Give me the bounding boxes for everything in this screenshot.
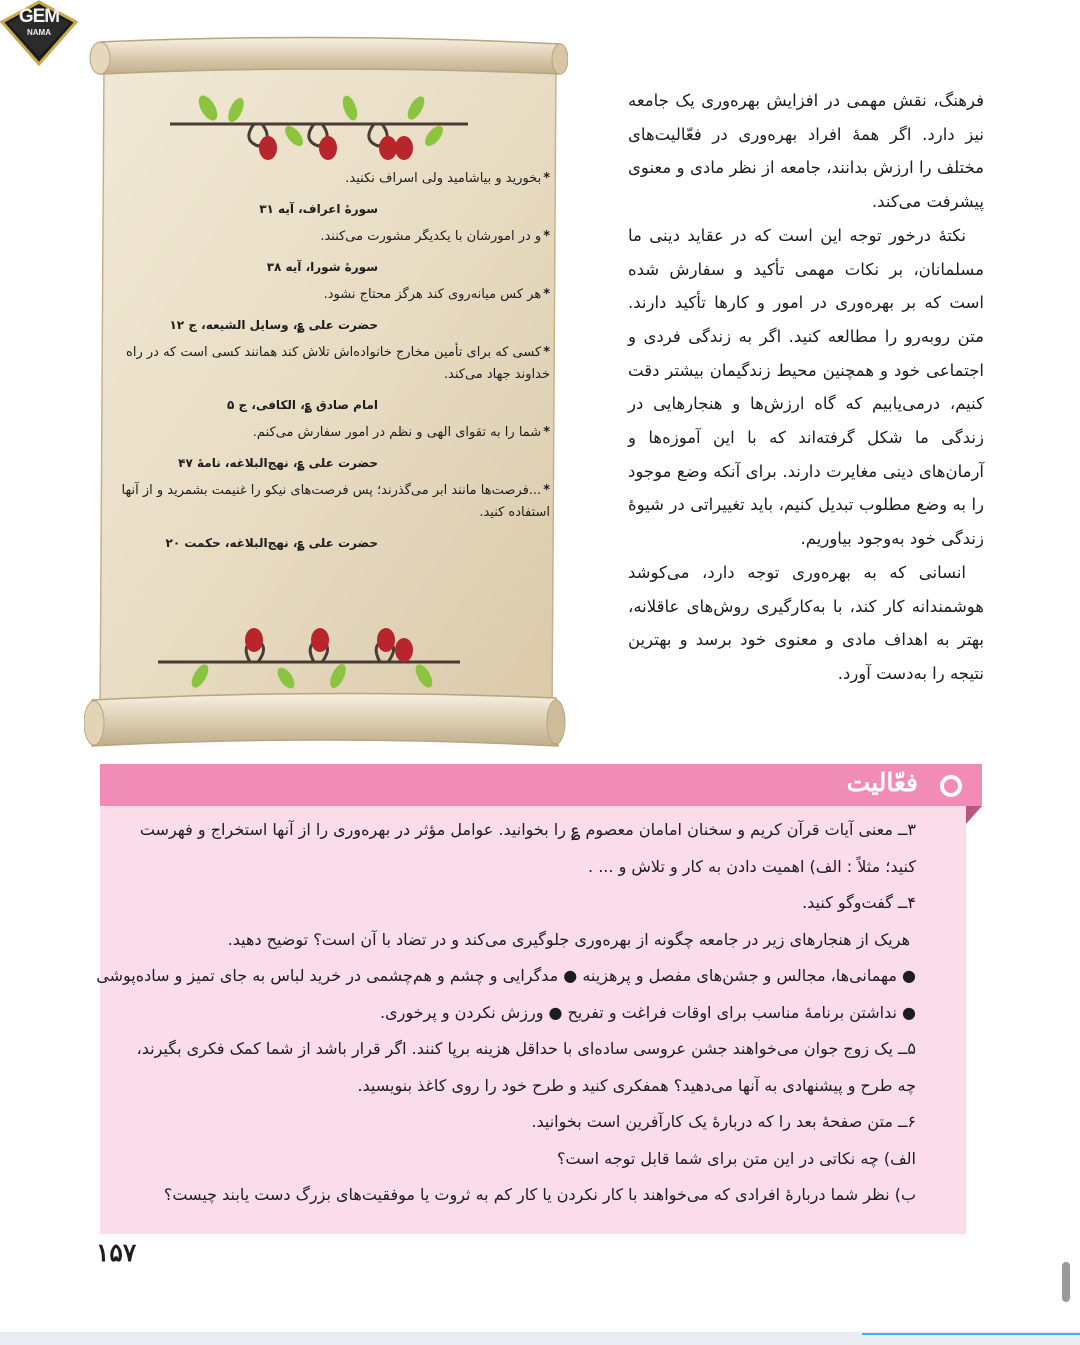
quote-5-source: حضرت علی ؏، نهج‌البلاغه، نامهٔ ۴۷ xyxy=(178,456,378,470)
activity-line: چه طرح و پیشنهادی به آنها می‌دهید؟ همفکری کنید و طرح خود را روی کاغذ بنویسید. xyxy=(357,1075,916,1095)
quote-6-source: حضرت علی ؏، نهج‌البلاغه، حکمت ۲۰ xyxy=(165,536,378,550)
activity-header-fold xyxy=(966,806,982,824)
vine-ornament-bottom xyxy=(154,624,466,694)
activity-header xyxy=(100,764,982,806)
quote-4-source: امام صادق ؏، الکافی، ج ۵ xyxy=(227,398,378,412)
activity-line: ۶ــ متن صفحهٔ بعد را که دربارهٔ یک کارآفرین است بخوانید. xyxy=(531,1112,916,1131)
quote-6: *...فرصت‌ها مانند ابر می‌گذرند؛ پس فرصت‌های نیکو را غنیمت بشمرید و از آنها استفاده کنید. xyxy=(121,483,550,520)
quote-2: *و در امورشان با یکدیگر مشورت می‌کنند. xyxy=(320,229,550,244)
scrollbar-thumb[interactable] xyxy=(1062,1262,1070,1302)
activity-line: کنید؛ مثلاً : الف) اهمیت دادن به کار و تلاش و ... . xyxy=(588,856,916,876)
activity-title: فعّالیت xyxy=(846,768,918,797)
main-paragraph-3: انسانی که به بهره‌وری توجه دارد، می‌کوشد هوشمندانه کار کند، با به‌کارگیری روش‌های عاقلانه، بهتر به اهداف مادی و معنوی خود برسد و بهترین نتیجه را به‌دست آورد. xyxy=(628,562,984,683)
quote-2-source: سورهٔ شورا، آیه ۳۸ xyxy=(266,260,378,274)
gemnama-logo xyxy=(0,0,78,66)
main-paragraph-1: فرهنگ، نقش مهمی در افزایش بهره‌وری یک جامعه نیز دارد. اگر همهٔ افراد بهره‌وری در فعّالیت‌های مختلف را ارزش بدانند، جامعه از نظر مادی و معنوی پیشرفت می‌کند. xyxy=(628,91,984,212)
main-paragraph-2: نکتهٔ درخور توجه این است که در عقاید دینی ما مسلمانان، بر نکات مهمی تأکید و سفارش شده است که بر بهره‌وری در امور و کارها تأکید دارند. متن روبه‌رو را مطالعه کنید. اگر به زندگی فردی و اجتماعی خود و همچنین محیط زندگیمان بیشتر دقت کنیم، درمی‌یابیم که گاه ارزش‌ها و هنجارهایی در زندگی ما شکل گرفته‌اند که با این آموزه‌ها و آرمان‌های دینی مغایرت دارند. برای آنکه وضع موجود را به وضع مطلوب تبدیل کنیم، باید تغییراتی در شیوهٔ زندگی خود به‌وجود بیاوریم. xyxy=(628,225,984,549)
activity-circle-icon xyxy=(940,775,962,797)
main-text-column xyxy=(628,84,984,691)
activity-line: الف) چه نکاتی در این متن برای شما قابل توجه است؟ xyxy=(556,1148,916,1168)
activity-line: ۴ــ گفت‌وگو کنید. xyxy=(802,893,916,912)
page-number: ۱۵۷ xyxy=(96,1238,137,1267)
activity-line: ۵ــ یک زوج جوان می‌خواهند جشن عروسی ساده‌ای با حداقل هزینه برپا کنند. اگر قرار باشد از شما کمک فکری بگیرند، xyxy=(136,1039,916,1058)
quote-3: *هر کس میانه‌روی کند هرگز محتاج نشود. xyxy=(323,287,550,302)
quote-3-source: حضرت علی ؏، وسایل الشیعه، ج ۱۲ xyxy=(169,318,378,332)
activity-line: هریک از هنجارهای زیر در جامعه چگونه از بهره‌وری جلوگیری می‌کند و در تضاد با آن است؟ توضیح دهید. xyxy=(227,929,910,949)
scroll-quotes xyxy=(118,168,550,560)
quote-1-source: سورهٔ اعراف، آیه ۳۱ xyxy=(259,202,378,216)
vine-ornament-top xyxy=(164,92,474,166)
quote-5: *شما را به تقوای الهی و نظم در امور سفارش می‌کنم. xyxy=(252,425,550,440)
bottom-bar-accent xyxy=(862,1333,1080,1335)
quote-4: *کسی که برای تأمین مخارج خانواده‌اش تلاش کند همانند کسی است که در راه خداوند جهاد می‌کند. xyxy=(126,345,550,382)
activity-line: ● مهمانی‌ها، مجالس و جشن‌های مفصل و پرهزینه ● مدگرایی و چشم و هم‌چشمی در خرید لباس به جای تمیز و ساده‌پوشی xyxy=(96,966,916,985)
logo-subtext: NAMA xyxy=(27,28,51,37)
activity-line: ● نداشتن برنامهٔ مناسب برای اوقات فراغت و تفریح ● ورزش نکردن و پرخوری. xyxy=(380,1002,916,1022)
activity-text xyxy=(96,812,916,1214)
activity-line: ۳ــ معنی آیات قرآن کریم و سخنان امامان معصوم ؏ را بخوانید. عوامل مؤثر در بهره‌وری را از آنها استخراج و فهرست xyxy=(139,820,916,839)
logo-text: GEM xyxy=(18,6,60,27)
activity-line: ب) نظر شما دربارهٔ افرادی که می‌خواهند با کار نکردن یا کار کم به ثروت یا موفقیت‌های بزرگ دست یابند چیست؟ xyxy=(163,1185,916,1204)
bottom-bar xyxy=(0,1332,1080,1345)
quote-1: *بخورید و بیاشامید ولی اسراف نکنید. xyxy=(345,171,550,186)
